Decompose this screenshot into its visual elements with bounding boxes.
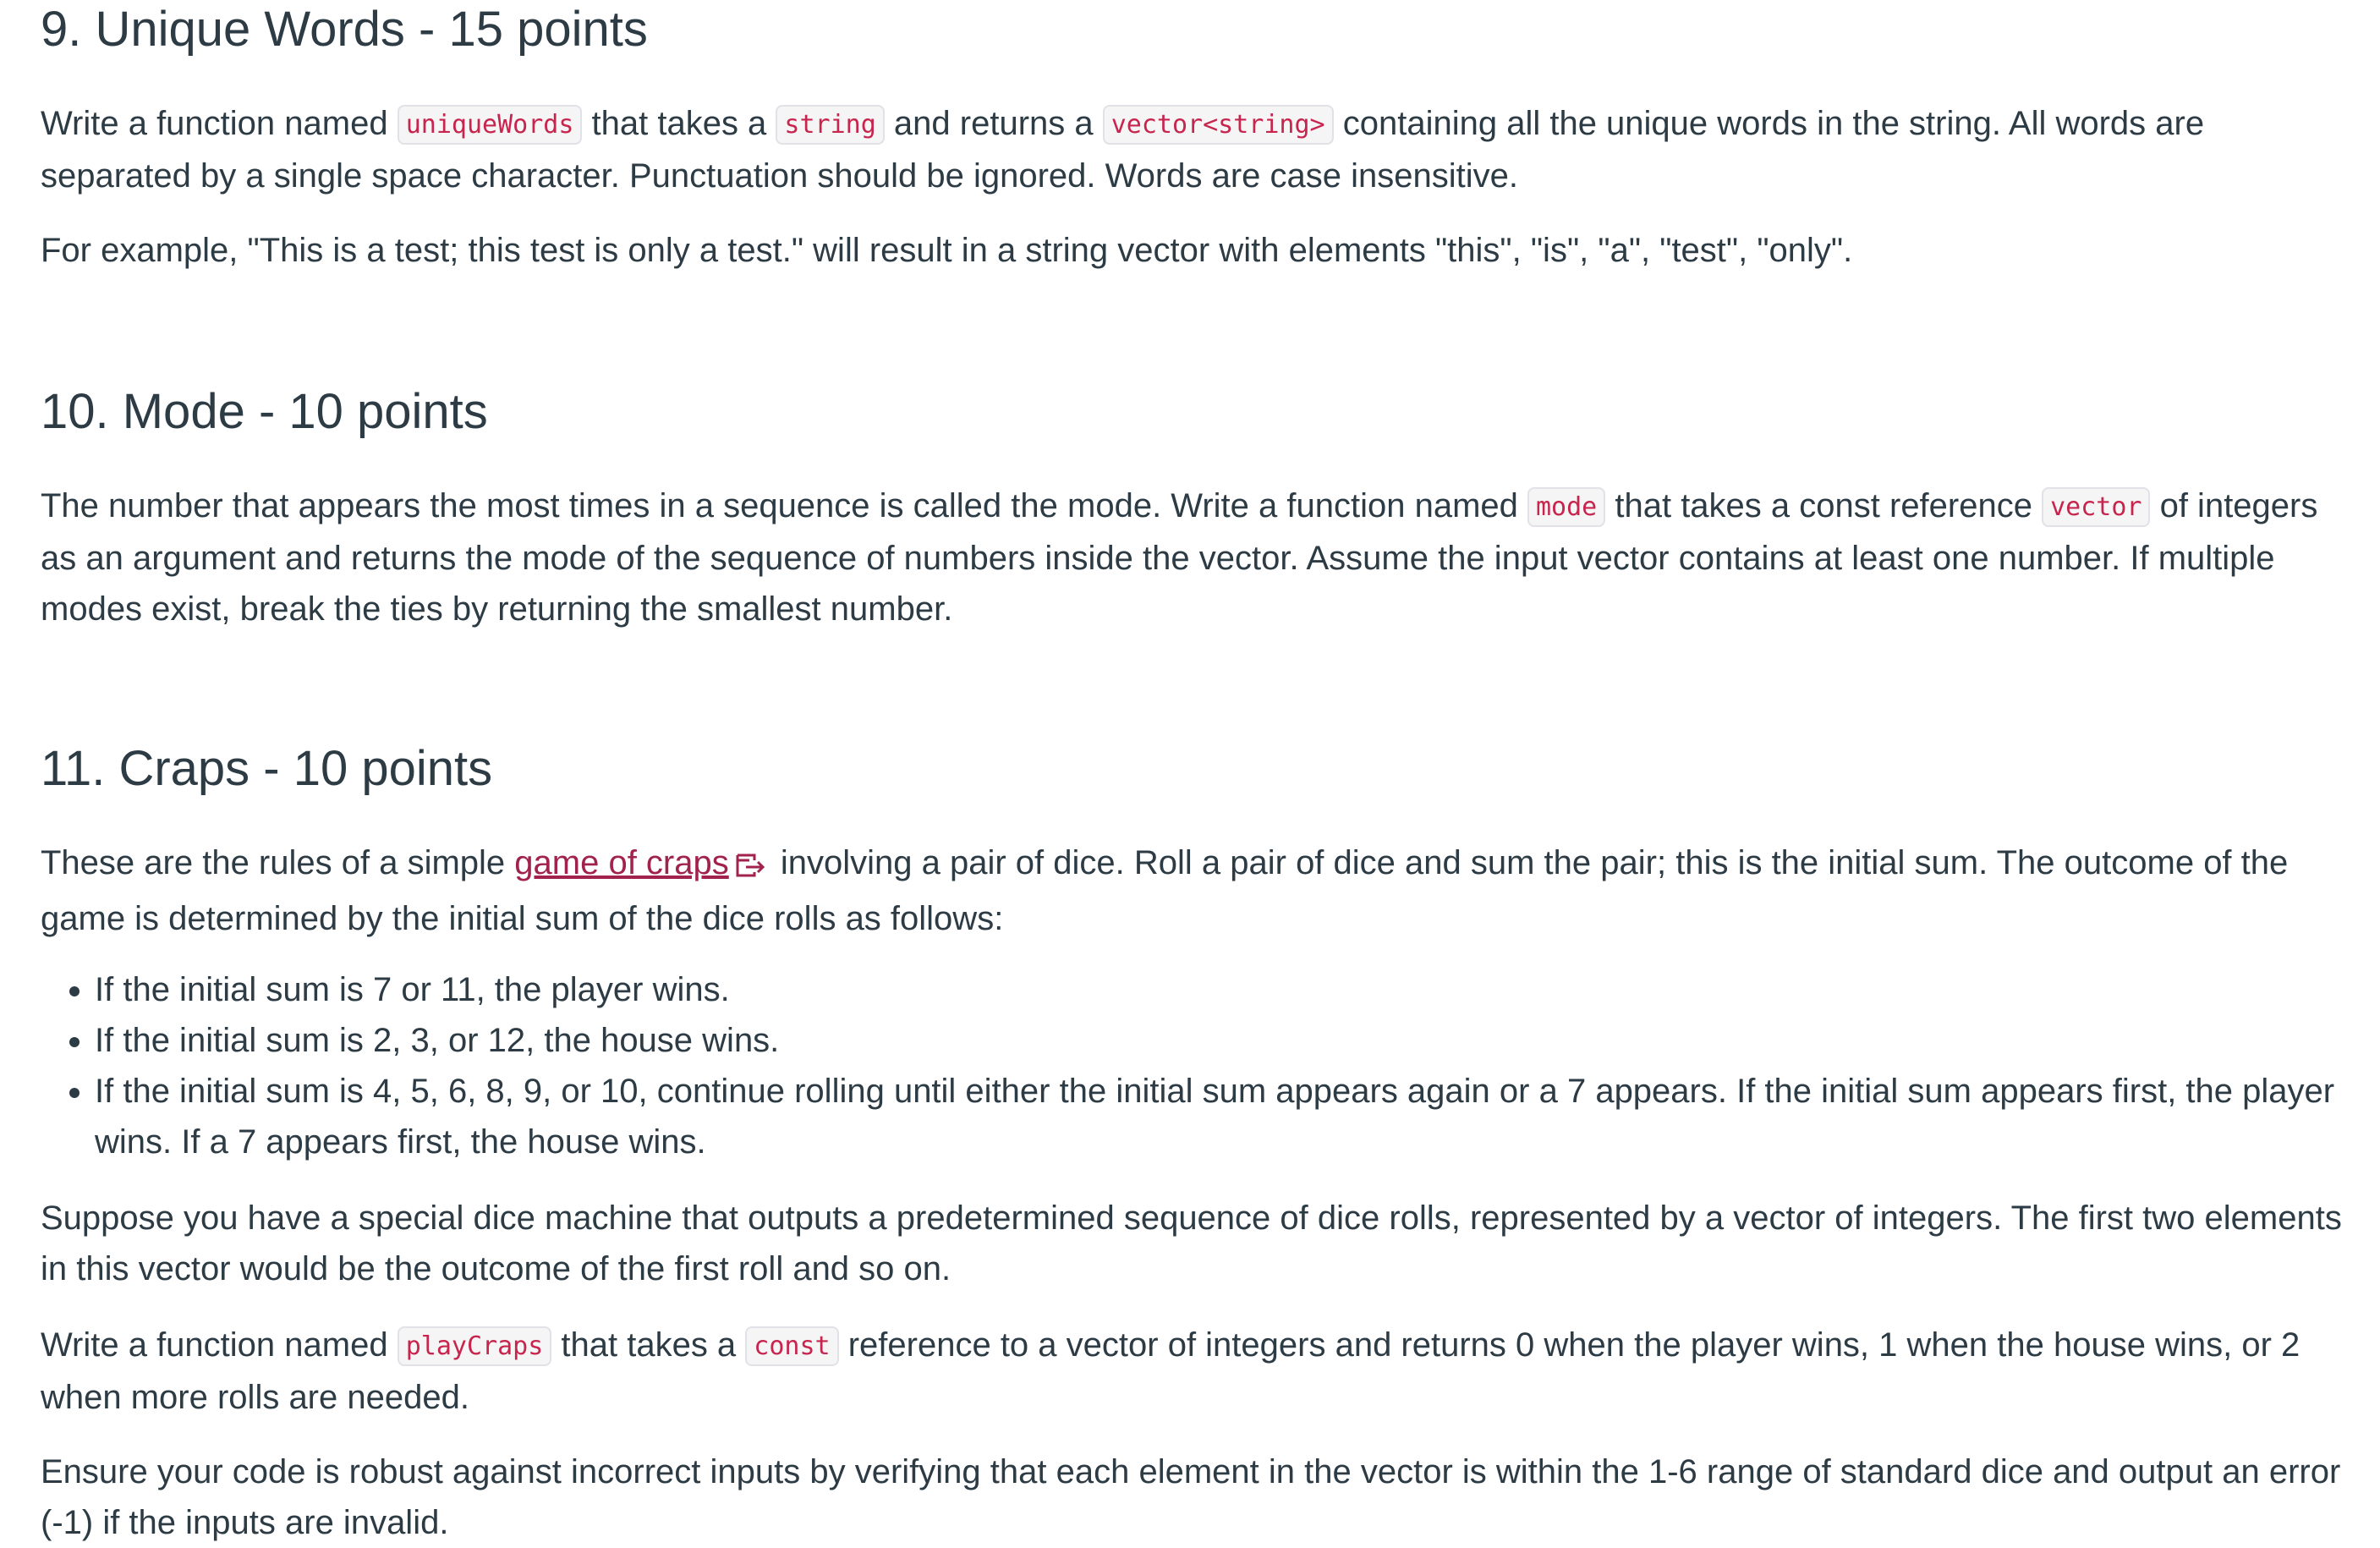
list-item: • If the initial sum is 7 or 11, the player wins. — [95, 964, 2380, 1015]
external-link-icon[interactable] — [734, 843, 768, 893]
section-title-unique-words: 9. Unique Words - 15 points — [41, 2, 648, 57]
text: Write a function named — [41, 105, 398, 142]
text: that takes a — [551, 1326, 746, 1364]
code-string: string — [776, 105, 884, 145]
unique-words-description — [41, 98, 2358, 201]
text: containing all the unique words in the string. All words are separated by a single space character. Punctuation should be ignored. Words are case insensitive. — [41, 105, 2205, 195]
dice-machine-description: Suppose you have a special dice machine that outputs a predetermined sequence of dice rolls, represented by a vector of integers. The first two elements in this vector would be the outcome of the first roll and so on. — [41, 1199, 2342, 1287]
text: The number that appears the most times in a sequence is called the mode. Write a function named — [41, 487, 1527, 524]
game-of-craps-link[interactable]: game of craps — [514, 844, 729, 881]
text: These are the rules of a simple — [41, 844, 515, 881]
text: and returns a — [884, 105, 1103, 142]
text: Write a function named — [41, 1326, 398, 1364]
craps-rules-list — [41, 964, 2380, 1167]
list-item: • If the initial sum is 2, 3, or 12, the house wins. — [95, 1015, 2380, 1066]
craps-intro — [41, 837, 2358, 944]
mode-description — [41, 480, 2358, 634]
text: that takes a const reference — [1605, 487, 2043, 524]
text: involving a pair of dice. Roll a pair of dice and sum the pair; this is the initial sum. The outcome of the game is determined by the initial sum of the dice rolls as follows: — [41, 844, 2289, 937]
code-uniquewords: uniqueWords — [398, 105, 583, 145]
section-title-mode: 10. Mode - 10 points — [41, 384, 488, 439]
text: of integers as an argument and returns the mode of the sequence of numbers inside the vector. Assume the input vector contains at least one number. If multiple modes exist, break the ties by returning the smallest number. — [41, 487, 2318, 628]
text: that takes a — [582, 105, 776, 142]
code-playcraps: playCraps — [398, 1326, 552, 1366]
code-mode: mode — [1527, 487, 1605, 527]
list-item: • If the initial sum is 4, 5, 6, 8, 9, or 10, continue rolling until either the initial sum appears again or a 7 appears. If the initial sum appears first, the player wins. If a 7 appears first, the house wins. — [95, 1066, 2380, 1167]
code-const: const — [745, 1326, 838, 1366]
playcraps-description — [41, 1320, 2358, 1423]
section-title-craps: 11. Craps - 10 points — [41, 741, 493, 796]
unique-words-example: For example, "This is a test; this test is only a test." will result in a string vector with elements "this", "is", "a", "test", "only". — [41, 232, 1853, 269]
input-validation-note: Ensure your code is robust against incorrect inputs by verifying that each element in the vector is within the 1-6 range of standard dice and output an error (-1) if the inputs are invalid. — [41, 1453, 2341, 1541]
code-vector: vector — [2042, 487, 2150, 527]
text: reference to a vector of integers and returns 0 when the player wins, 1 when the house wins, or 2 when more rolls are needed. — [41, 1326, 2300, 1416]
code-vector-string: vector<string> — [1103, 105, 1334, 145]
